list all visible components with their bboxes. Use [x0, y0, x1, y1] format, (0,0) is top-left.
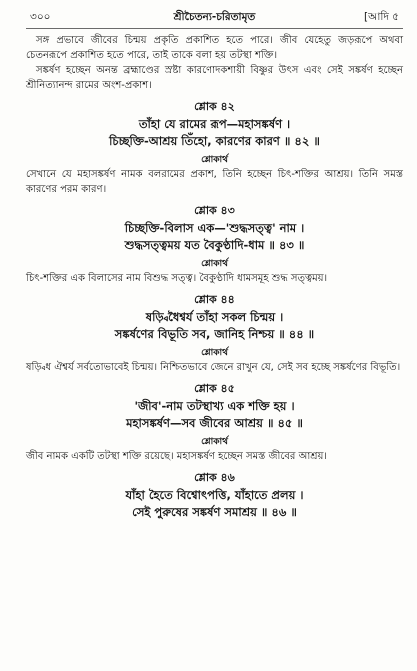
- verse-block: [26, 382, 403, 464]
- verse-line: তাঁহা যে রামের রূপ—মহাসঙ্কর্ষণ ।: [138, 117, 291, 131]
- page-number: ৩০০: [30, 11, 51, 23]
- translation-text: চিৎ-শক্তির এক বিলাসের নাম বিশুদ্ধ সত্ত্ব। বৈকুণ্ঠাদি ধামসমূহ শুদ্ধ সত্ত্বময়।: [26, 273, 328, 284]
- translation-heading: শ্লোকার্থ: [201, 437, 228, 447]
- verse-line: শুদ্ধসত্ত্বময় যত বৈকুণ্ঠাদি-ধাম ॥ ৪৩ ॥: [124, 238, 305, 252]
- running-header: [26, 8, 403, 29]
- translation-heading: শ্লোকার্থ: [201, 348, 228, 358]
- verse-line: যাঁহা হৈতে বিশ্বোৎপত্তি, যাঁহাতে প্রলয় ।: [125, 488, 304, 502]
- translation-heading: শ্লোকার্থ: [201, 155, 228, 165]
- translation-text: সেখানে যে মহাসঙ্কর্ষণ নামক বলরামের প্রকাশ, তিনি হচ্ছেন চিৎ-শক্তির আশ্রয়। তিনি সমস্ত কারণের পরম কারণ।: [26, 169, 403, 195]
- verse-line: চিচ্ছক্তি-আশ্রয় তিঁহো, কারণের কারণ ॥ ৪২ ॥: [109, 134, 320, 148]
- verse-block: [26, 471, 403, 521]
- verse-line: 'জীব'-নাম তটস্থাখ্য এক শক্তি হয় ।: [134, 399, 295, 413]
- translation-text: জীব নামক একটি তটস্থা শক্তি রয়েছে। মহাসঙ্কর্ষণ হচ্ছেন সমস্ত জীবের আশ্রয়।: [26, 451, 327, 462]
- verse-heading: শ্লোক ৪৪: [194, 293, 235, 306]
- section-label: [আদি ৫: [363, 11, 399, 23]
- verse-line: মহাসঙ্কর্ষণ—সব জীবের আশ্রয় ॥ ৪৫ ॥: [126, 416, 303, 430]
- verse-heading: শ্লোক ৪২: [194, 100, 235, 113]
- intro-paragraph: সঙ্কর্ষণ হচ্ছেন অনন্ত ব্রহ্মাণ্ডের স্রষ্টা কারণোদকশায়ী বিষ্ণুর উৎস এবং সেই সঙ্কর্ষণ হচ্ছেন শ্রীনিত্যানন্দ রামের অংশ-প্রকাশ।: [26, 65, 403, 91]
- verse-heading: শ্লোক ৪৬: [194, 471, 235, 484]
- verse-heading: শ্লোক ৪৫: [194, 382, 235, 395]
- intro-paragraph: সঙ্গ প্রভাবে জীবের চিন্ময় প্রকৃতি প্রকাশিত হতে পারে। জীব যেহেতু জড়রূপে অথবা চেতনরূপে প্রকাশিত হতে পারে, তাই তাকে বলা হয় তটস্থা শক্তি।: [26, 35, 403, 61]
- verse-block: [26, 293, 403, 375]
- verse-line: সঙ্কর্ষণের বিভূতি সব, জানিহ নিশ্চয় ॥ ৪৪ ॥: [114, 327, 315, 341]
- verse-block: [26, 204, 403, 286]
- verse-block: [26, 100, 403, 197]
- translation-text: ষড়্বিধ ঐশ্বর্য সর্বতোভাবেই চিন্ময়। নিশ্চিতভাবে জেনে রাখুন যে, সেই সব হচ্ছে সঙ্কর্ষণের বিভূতি।: [26, 362, 401, 373]
- verse-line: ষড়্বিধৈশ্বর্য তাঁহা সকল চিন্ময় ।: [145, 310, 284, 324]
- book-title: শ্রীচৈতন্য-চরিতামৃত: [173, 11, 256, 23]
- verse-line: সেই পুরুষের সঙ্কর্ষণ সমাশ্রয় ॥ ৪৬ ॥: [132, 505, 297, 519]
- verse-line: চিচ্ছক্তি-বিলাস এক—'শুদ্ধসত্ত্ব' নাম ।: [124, 221, 305, 235]
- verse-heading: শ্লোক ৪৩: [194, 204, 235, 217]
- translation-heading: শ্লোকার্থ: [201, 259, 228, 269]
